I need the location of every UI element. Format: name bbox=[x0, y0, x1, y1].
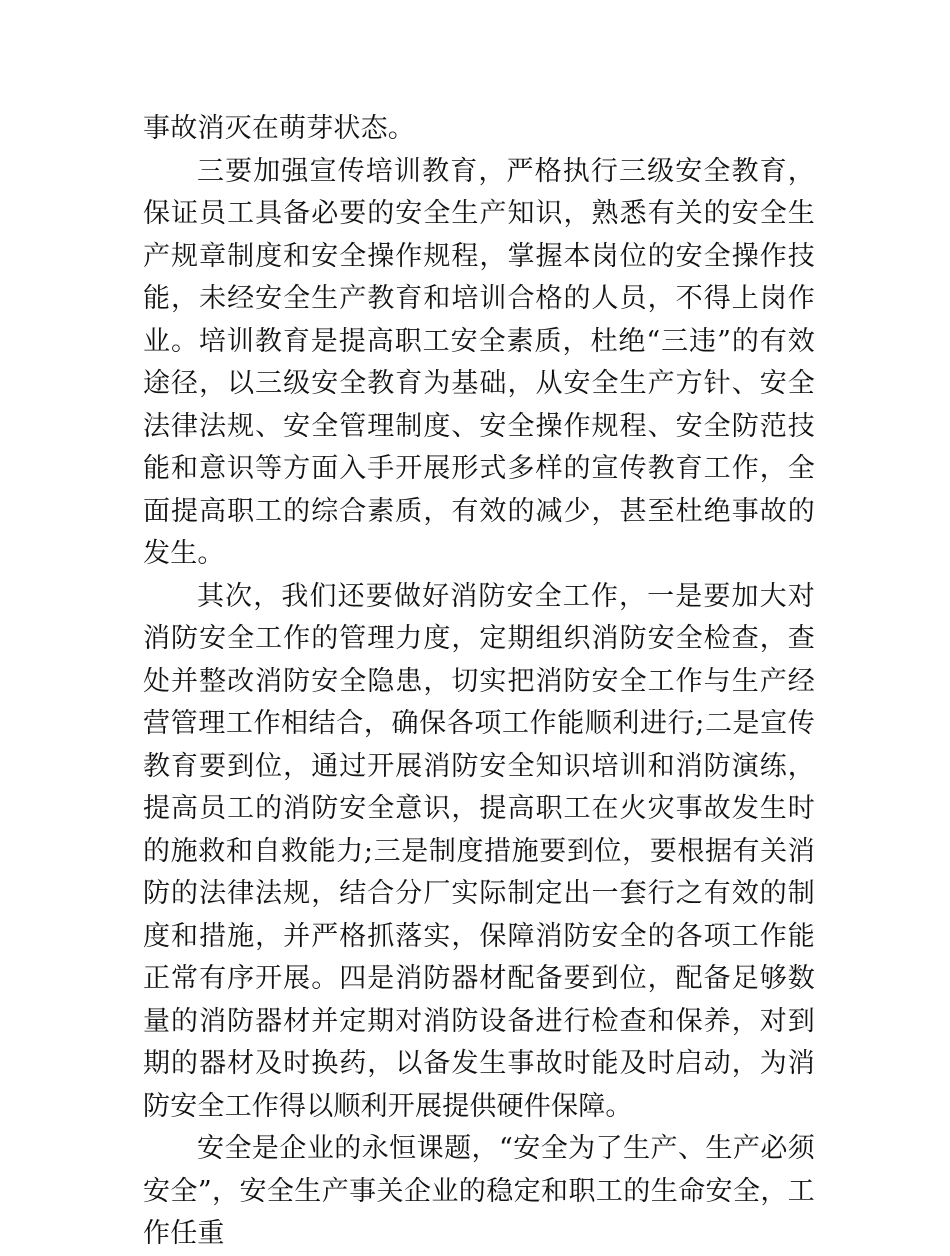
paragraph-3: 其次，我们还要做好消防安全工作，一是要加大对消防安全工作的管理力度，定期组织消防安全检查，查处并整改消防安全隐患，切实把消防安全工作与生产经营管理工作相结合，确保各项工作能顺利进行;二是宣传教育要到位，通过开展消防安全知识培训和消防演练，提高员工的消防安全意识，提高职工在火灾事故发生时的施救和自救能力;三是制度措施要到位，要根据有关消防的法律法规，结合分厂实际制定出一套行之有效的制度和措施，并严格抓落实，保障消防安全的各项工作能正常有序开展。四是消防器材配备要到位，配备足够数量的消防器材并定期对消防设备进行检查和保养，对到期的器材及时换药，以备发生事故时能及时启动，为消防安全工作得以顺利开展提供硬件保障。 bbox=[143, 580, 815, 1122]
paragraph-2: 三要加强宣传培训教育，严格执行三级安全教育，保证员工具备必要的安全生产知识，熟悉有关的安全生产规章制度和安全操作规程，掌握本岗位的安全操作技能，未经安全生产教育和培训合格的人员，不得上岗作业。培训教育是提高职工安全素质，杜绝“三违”的有效途径，以三级安全教育为基础，从安全生产方针、安全法律法规、安全管理制度、安全操作规程、安全防范技能和意识等方面入手开展形式多样的宣传教育工作，全面提高职工的综合素质，有效的减少，甚至杜绝事故的发生。 bbox=[143, 155, 815, 569]
document-page bbox=[143, 108, 815, 1256]
paragraph-1: 事故消灭在萌芽状态。 bbox=[143, 113, 415, 144]
paragraph-4: 安全是企业的永恒课题，“安全为了生产、生产必须安全”，安全生产事关企业的稳定和职工的生命安全，工作任重 bbox=[143, 1133, 815, 1249]
